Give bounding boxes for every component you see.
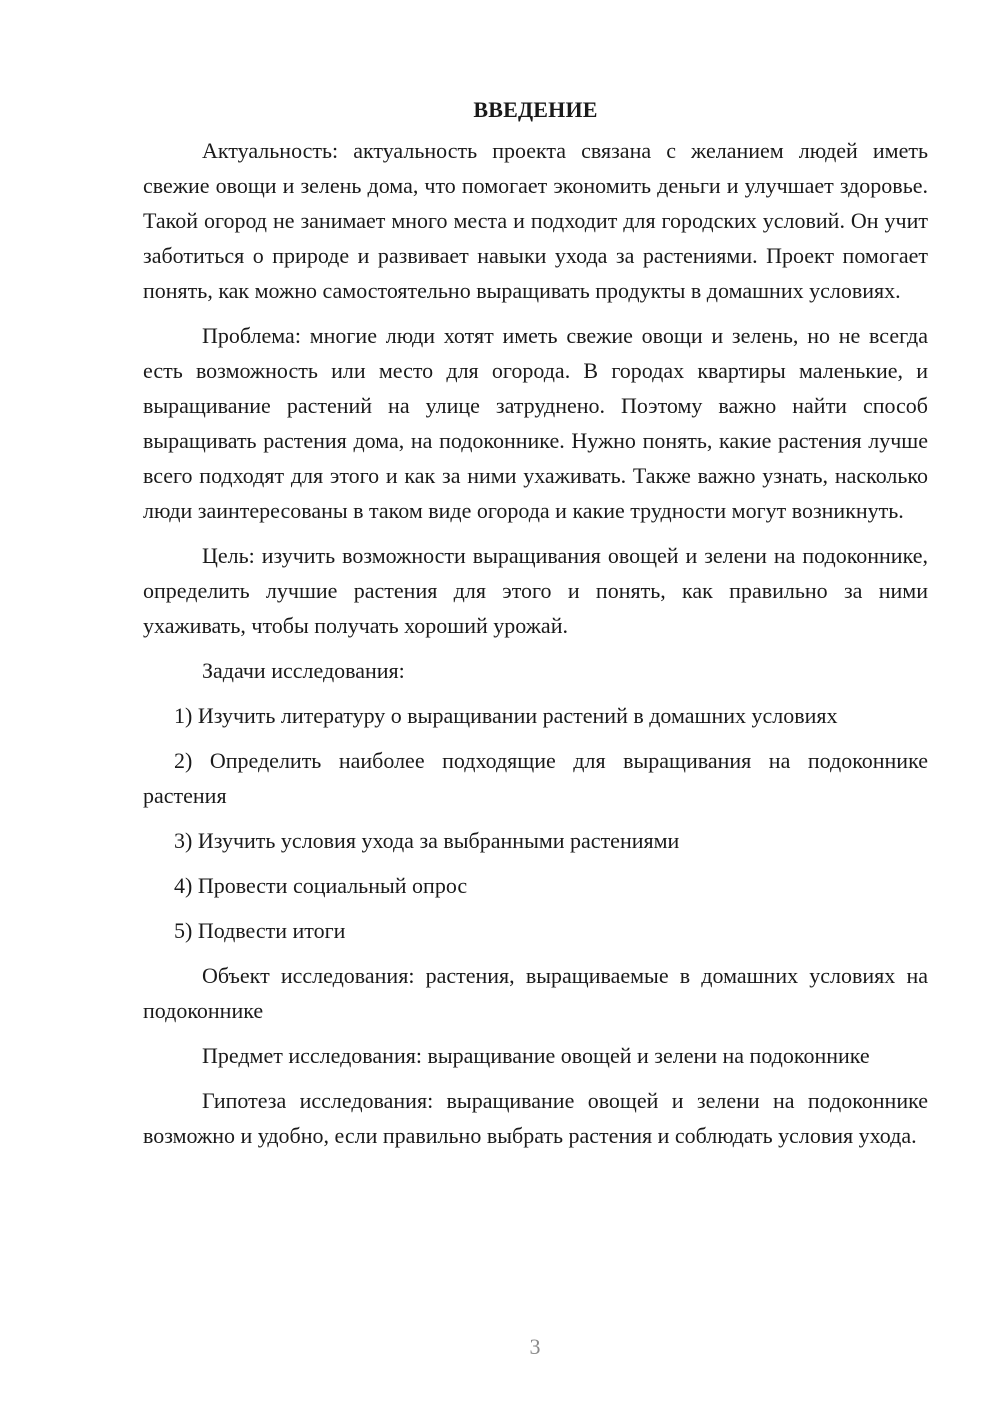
problem-paragraph: Проблема: многие люди хотят иметь свежие овощи и зелень, но не всегда есть возможность или место для огорода. В городах квартиры маленькие, и выращивание растений на улице затруднено. Поэтому важно найти способ выращивать растения дома, на подоконнике. Нужно понять, какие растения лучше всего подходят для этого и как за ними ухаживать. Также важно узнать, насколько люди заинтересованы в таком виде огорода и какие трудности могут возникнуть. [143, 323, 928, 523]
task-item: 3) Изучить условия ухода за выбранными растениями [174, 828, 680, 853]
task-item: 4) Провести социальный опрос [174, 873, 468, 898]
task-item: 1) Изучить литературу о выращивании растений в домашних условиях [174, 703, 838, 728]
page-number: 3 [529, 1334, 541, 1359]
section-title: ВВЕДЕНИЕ [473, 97, 598, 122]
task-item: 5) Подвести итоги [174, 918, 346, 943]
object-paragraph: Объект исследования: растения, выращиваемые в домашних условиях на подоконнике [143, 963, 928, 1023]
tasks-heading: Задачи исследования: [202, 658, 405, 683]
task-item: 2) Определить наиболее подходящие для выращивания на подоконнике растения [143, 748, 928, 808]
subject-paragraph: Предмет исследования: выращивание овощей и зелени на подоконнике [202, 1043, 870, 1068]
document-body [143, 93, 928, 1153]
goal-paragraph: Цель: изучить возможности выращивания овощей и зелени на подоконнике, определить лучшие растения для этого и понять, как правильно за ними ухаживать, чтобы получать хороший урожай. [143, 543, 928, 638]
relevance-paragraph: Актуальность: актуальность проекта связана с желанием людей иметь свежие овощи и зелень дома, что помогает экономить деньги и улучшает здоровье. Такой огород не занимает много места и подходит для городских условий. Он учит заботиться о природе и развивает навыки ухода за растениями. Проект помогает понять, как можно самостоятельно выращивать продукты в домашних условиях. [143, 138, 928, 303]
hypothesis-paragraph: Гипотеза исследования: выращивание овощей и зелени на подоконнике возможно и удобно, если правильно выбрать растения и соблюдать условия ухода. [143, 1088, 928, 1148]
